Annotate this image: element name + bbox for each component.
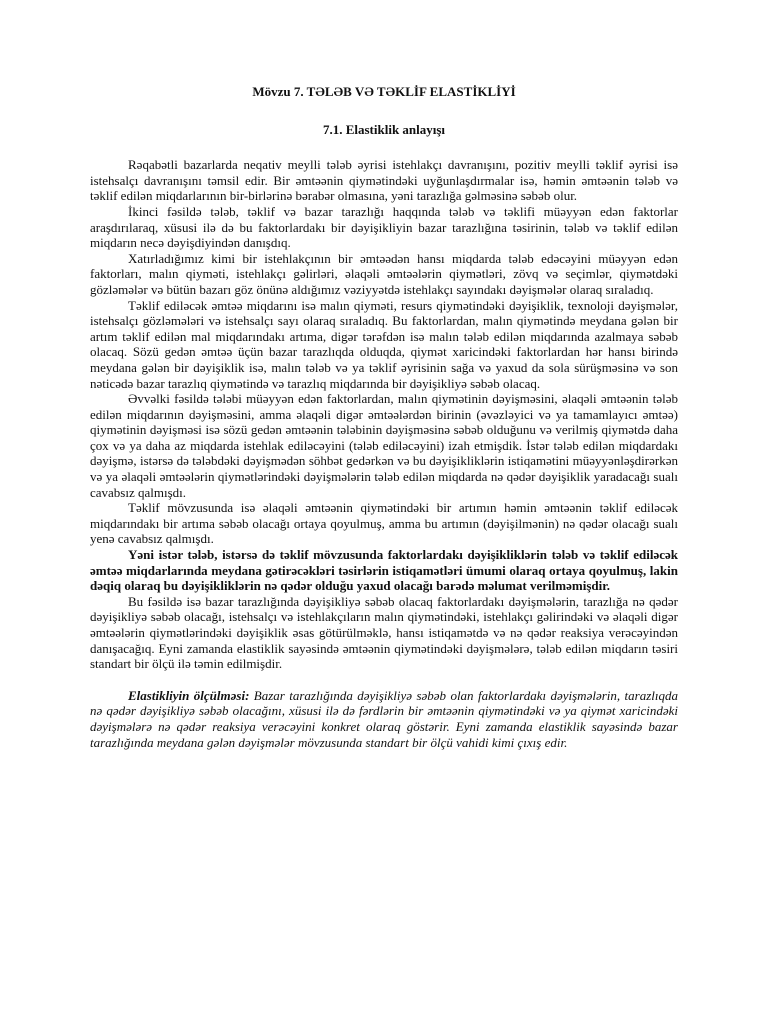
closing-paragraph: Bu fəsildə isə bazar tarazlığında dəyişikliyə səbəb olacaq faktorlardakı dəyişmələrin, tarazlığa nə qədər dəyişikliyə səbəb olacağı, istehsalçı və istehlakçıların malın qiymətindəki, istehlakçı gəlirindəki və əlaqəli digər əmtəələrin qiymətlərindəki dəyişiklik əsas götürülməklə, hansı istiqamətdə və nə qədər reaksiya verəcəyindən danışacağıq. Eyni zamanda elastiklik sayəsində əmtəənin qiymətindəki dəyişmələrə, tələb edilən miqdarın təsiri standart bir ölçü ilə təmin edilmişdir. xyxy=(90,593,678,672)
definition-lead: Elastikliyin ölçülməsi: xyxy=(128,687,250,703)
paragraph-3: Xatırladığımız kimi bir istehlakçının bir əmtəədən hansı miqdarda tələb edəcəyini müəyyən edən faktorları, malın qiyməti, istehlakçı gəlirləri, əlaqəli əmtəələrin qiymətləri, zövq və seçimlər, qiymətdəki gözləmələr və bütün bazarı göz önünə aldığımız vəziyyətdə istehlakçı sayındakı dəyişmələr olaraq sıraladıq. xyxy=(90,250,678,297)
document-page xyxy=(90,84,678,750)
definition-text: Bazar tarazlığında dəyişikliyə səbəb olan faktorlardakı dəyişmələrin, tarazlıqda nə qədər dəyişikliyə səbəb olacağını, xüsusi ilə də fərdlərin bir əmtəənin qiymətindəki və ya qiymət xaricindəki dəyişmələrə nə qədər reaksiya verəcəyini konkret olaraq göstərir. Eyni zamanda elastiklik sayəsində bazar tarazlığında meydana gələn dəyişmələr mövzusunda standart bir ölçü vahidi kimi çıxış edir. xyxy=(90,687,678,750)
paragraph-1: Rəqabətli bazarlarda neqativ meylli tələb əyrisi istehlakçı davranışını, pozitiv meylli təklif əyrisi isə istehsalçı davranışını təmsil edir. Bir əmtəənin qiymətindəki uyğunlaşdırmalar isə, həmin əmtəənin tələb və təklif edilən miqdarlarının bir-birlərinə bərabər olmasına, yəni tarazlığa gəlməsinə səbəb olur. xyxy=(90,157,678,204)
bold-paragraph: Yəni istər tələb, istərsə də təklif mövzusunda faktorlardakı dəyişikliklərin tələb və təklif ediləcək əmtəə miqdarlarında meydana gətirəcəkləri təsirlərin istiqamətləri ümumi olaraq ortaya qoyulmuş, lakin dəqiq olaraq bu dəyişikliklərin nə qədər olduğu yaxud olacağı barədə məlumat verilməmişdir. xyxy=(90,547,678,594)
page-title: Mövzu 7. TƏLƏB VƏ TƏKLİF ELASTİKLİYİ xyxy=(252,84,516,99)
paragraph-4: Təklif ediləcək əmtəə miqdarını isə malın qiyməti, resurs qiymətindəki dəyişiklik, texnoloji dəyişmələr, istehsalçı gözləmələri və istehsalçı sayı olaraq sıraladıq. Bu faktorlardan, malın qiymətində meydana gələn bir artım təklif edilən mal miqdarındakı artıma, digər tərəfdən isə malın tələb edilən miqdarında azalmaya səbəb olacaq. Sözü gedən əmtəə üçün bazar tarazlıqda olduqda, qiymət xaricindəki faktorlardan hər hansı birində meydana gələn bir dəyişiklik isə, malın tələb və ya təklif əyrisinin sağa və yaxud da sola sürüşməsinə və son nəticədə bazar tarazlıq qiymətində və tarazlıq miqdarında bir dəyişikliyə səbəb olacaq. xyxy=(90,297,678,391)
paragraph-5: Əvvəlki fəsildə tələbi müəyyən edən faktorlardan, malın qiymətinin dəyişməsini, əlaqəli əmtəənin tələb edilən miqdarının dəyişməsini, amma əlaqəli digər əmtəələrdən birinin (əvəzləyici və ya tamamlayıcı əmtəə) qiymətinin dəyişməsi isə sözü gedən əmtəənin tələbinin dəyişməsinə səbəb olduğunu və verilmiş qiymətdə daha çox və ya daha az miqdarda istehlak ediləcəyini (tələb ediləcəyini) izah etmişdik. İstər tələb edilən miqdardakı dəyişmə, istərsə də tələbdəki dəyişmədən söhbət gedərkən və bu dəyişikliklərin istiqamətini müəyyənləşdirərkən və ya əlaqəli əmtəələrin qiymətlərindəki dəyişmələrin tələb edilən miqdarda nə qədər dəyişiklik yaradacağı sualı cavabsız qalmışdı. xyxy=(90,391,678,500)
paragraph-2: İkinci fəsildə tələb, təklif və bazar tarazlığı haqqında tələb və təklifi müəyyən edən faktorlar araşdırılaraq, xüsusi ilə də bu faktorlardakı bir dəyişikliyin bazar tarazlığına təsirinin, tələb və təklif edilən miqdarın necə dəyişdiyindən danışdıq. xyxy=(90,203,678,251)
section-title: 7.1. Elastiklik anlayışı xyxy=(322,121,446,137)
definition-paragraph xyxy=(90,688,678,750)
paragraph-6: Təklif mövzusunda isə əlaqəli əmtəənin qiymətindəki bir artımın həmin əmtəənin təklif ediləcək miqdarındakı bir artıma səbəb olacağı ortaya qoyulmuş, amma bu artımın (dəyişilmənin) nə qədər olacağı sualı yenə cavabsız qalmışdı. xyxy=(90,500,678,547)
